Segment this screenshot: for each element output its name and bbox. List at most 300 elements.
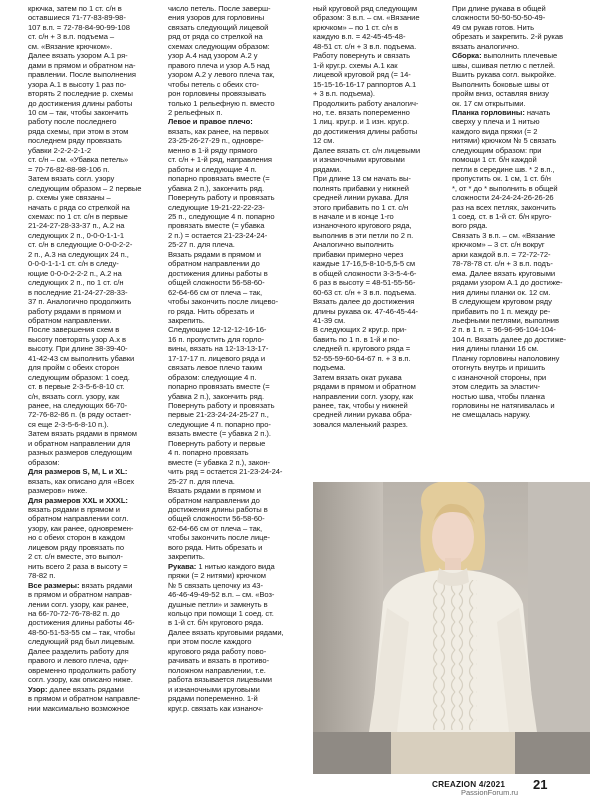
text-span: 78-82 п.: [28, 571, 56, 581]
text-line: [452, 193, 589, 202]
text-line: [168, 420, 308, 429]
text-line: 1-й круг.р. схемы А.1 как: [313, 60, 398, 70]
text-line: [452, 51, 589, 60]
text-line: крючком» – по 1 ст. с/н в: [313, 22, 398, 32]
text-line: ряд от ряда со стрелкой на: [168, 32, 263, 42]
text-line: бавить по 1 п. в 1-й и по-: [313, 334, 400, 344]
text-line: [168, 307, 308, 316]
text-line: [452, 212, 589, 221]
text-line: [452, 307, 589, 316]
text-span: раз на всех петлях, закончить: [452, 202, 556, 212]
text-span: нитями) крючком № 5 связать: [452, 136, 557, 146]
text-line: [168, 325, 308, 334]
text-line: = 70-76-82-88-98-106 п.: [28, 164, 110, 174]
text-line: рядами в прямом и обратном: [313, 382, 416, 392]
text-line: [28, 609, 163, 618]
text-line: 2 п., А.3 на следующих 24 п.,: [28, 249, 129, 259]
text-line: следующих 2 п., 0-0-0-1-1-1: [28, 230, 125, 240]
text-span: вязать рядами: [79, 580, 133, 590]
text-line: В следующих 2 круг.р. при-: [313, 325, 407, 335]
text-line: [168, 562, 308, 571]
text-line: Работу повернуть и связать: [313, 51, 411, 61]
text-span: кольцо при помощи 1 соед. ст.: [168, 609, 274, 618]
text-line: [168, 618, 308, 627]
text-span: рядами попеременно. 1-й: [168, 694, 258, 704]
text-line: [168, 184, 308, 193]
text-line: [28, 675, 163, 684]
text-span: 25 п., следующие 4 п. попарно: [168, 211, 275, 221]
text-line: полнять прибавки у нижней: [313, 183, 409, 193]
page-number: 21: [533, 777, 548, 792]
text-span: 48-50-51-53-55 см – так, чтобы: [28, 627, 135, 637]
text-span: 25-27 п. для плеча.: [168, 476, 235, 486]
text-line: 21-24-27-28-33-37 п., А.2 на: [28, 221, 125, 231]
text-line: 72-76-82-86 п. (в ряду остает-: [28, 410, 132, 420]
text-line: [168, 458, 308, 467]
text-span: вязать вместе (= убавка 2 п.).: [168, 429, 271, 439]
text-line: вязать аналогично.: [452, 41, 520, 51]
text-line: [168, 533, 308, 542]
text-line: [452, 203, 589, 212]
watermark: PassionForum.ru: [461, 788, 519, 797]
text-line: убавки 2-2-2-2-1-2: [28, 145, 92, 155]
text-span: лении согл. узору, как ранее,: [28, 599, 129, 609]
text-line: [452, 401, 589, 410]
text-span: следующие 4 п. попарно про-: [168, 419, 271, 429]
text-line: правого плеча и узор А.5 над: [168, 60, 270, 70]
text-span: рачивать и вязать в противо-: [168, 656, 270, 666]
text-line: ст. с/н – см. «Убавка петель»: [28, 155, 129, 165]
text-line: ранее, на следующих 66-70-: [28, 401, 128, 411]
text-line: [28, 562, 163, 571]
text-line: средней линии рукава обра-: [313, 410, 412, 420]
text-line: этого прибавить по 1 ст. с/н: [313, 202, 409, 212]
text-line: [168, 231, 308, 240]
text-line: [452, 165, 589, 174]
column-4-neckband: [452, 108, 589, 420]
text-line: Далее вязать узором А.1 ря-: [28, 51, 128, 61]
section-heading: Для размеров XXL и XXXL:: [28, 495, 128, 505]
text-line: [168, 477, 308, 486]
text-line: 10 см – так, чтобы закончить: [28, 107, 129, 117]
text-line: выполнив в эти петли по 2 п.: [313, 230, 414, 240]
text-line: ст. в первые 2-3-5-6-8-10 ст.: [28, 382, 125, 392]
text-span: убавка 2 п.), закончить ряд.: [168, 391, 265, 401]
text-line: 12 см.: [313, 136, 335, 146]
text-line: [452, 221, 589, 230]
section-heading: Для размеров S, M, L и XL:: [28, 467, 128, 477]
text-span: помощи 1 ст. б/н каждой: [452, 155, 537, 165]
text-span: В следующем круговом ряду: [452, 297, 552, 307]
text-span: сложности 24-24-24-26-26-26: [452, 193, 554, 203]
text-line: [452, 231, 589, 240]
text-line: [168, 212, 308, 221]
text-line: связать следующий лицевой: [168, 22, 269, 32]
text-span: сверху у плеча и 1 нитью: [452, 117, 540, 127]
text-line: [168, 316, 308, 325]
section-heading: Планка горловины:: [452, 107, 525, 117]
text-span: вязать, как описано для «Всех: [28, 476, 135, 486]
text-span: с изнаночной стороны, при: [452, 372, 547, 382]
column-4-paragraph: [452, 4, 589, 51]
text-line: Затем вязать окат рукава: [313, 372, 402, 382]
text-line: 49 см рукав готов. Нить: [452, 22, 535, 32]
column-2-shoulders: [168, 117, 308, 561]
text-line: каждые 17-16,5-8-10-5,5-5 см: [313, 259, 416, 269]
column-1-all-sizes: [28, 581, 163, 713]
text-line: прибавки примерно через: [313, 249, 404, 259]
text-span: Выполнить боковые швы от: [452, 79, 550, 89]
text-span: Связать 3 в.п. – см. «Вязание: [452, 230, 556, 240]
text-line: [168, 127, 308, 136]
text-line: 41-42-43 см выполнить убавки: [28, 353, 135, 363]
text-line: ряда схемы, при этом в этом: [28, 126, 129, 136]
text-span: провязать вместе (= убавка: [168, 221, 265, 231]
text-span: Вязать рядами в прямом и: [168, 486, 261, 496]
text-line: [168, 392, 308, 401]
text-line: [28, 514, 163, 523]
text-line: [168, 694, 308, 703]
text-line: [28, 704, 163, 713]
text-line: [168, 401, 308, 410]
text-span: арки каждой в.п. = 72-72-72-: [452, 249, 551, 259]
text-span: чтобы закончить после лицево-: [168, 297, 279, 307]
text-column-2: [168, 4, 308, 713]
text-span: общей сложности 56-58-60-: [168, 278, 265, 288]
section-heading: Левое и правое плечо:: [168, 117, 253, 127]
text-line: дами в прямом и обратном на-: [28, 60, 136, 70]
text-span: попарно провязать вместе (=: [168, 382, 270, 392]
magazine-issue: CREAZION 4/2021: [432, 780, 506, 789]
text-span: отогнуть внутрь и пришить: [452, 363, 546, 373]
text-line: [452, 259, 589, 268]
text-line: в последние 21-24-27-28-33-: [28, 287, 128, 297]
text-span: Вшить рукава согл. выкройке.: [452, 70, 557, 80]
text-line: [168, 259, 308, 268]
text-span: но с обеих сторон в каждом: [28, 533, 125, 543]
text-line: [168, 354, 308, 363]
text-line: зовался маленький разрез.: [313, 419, 408, 429]
text-line: следующим образом: 1 соед.: [28, 372, 130, 382]
text-line: схемах: по 1 ст. с/н в первые: [28, 211, 128, 221]
text-line: следующих 2 п., по 1 ст. с/н: [28, 278, 124, 288]
text-line: [168, 448, 308, 457]
text-span: 4 п. попарно провязать: [168, 448, 249, 458]
text-span: следующие 19-21-22-22-23-: [168, 202, 265, 212]
text-line: [168, 165, 308, 174]
text-line: [168, 543, 308, 552]
text-line: [168, 410, 308, 419]
text-line: [28, 647, 163, 656]
text-line: [168, 136, 308, 145]
text-line: [168, 496, 308, 505]
text-span: достижения длины работы в: [168, 268, 268, 278]
text-span: обратном направлении согл.: [28, 514, 129, 524]
text-line: [168, 571, 308, 580]
text-span: 78-78-78 ст. с/н + 3 в.п. подъ-: [452, 259, 553, 269]
text-line: [452, 99, 589, 108]
text-line: [28, 694, 163, 703]
text-line: [168, 344, 308, 353]
text-line: 48-51 ст. с/н + 3 в.п. подъема.: [313, 41, 417, 51]
text-line: [28, 496, 163, 505]
text-line: 37 п. Аналогично продолжить: [28, 297, 132, 307]
text-line: [168, 221, 308, 230]
text-line: [452, 278, 589, 287]
text-line: Далее вязать ст. с/н лицевыми: [313, 145, 421, 155]
text-line: 60-63 ст. с/н + 3 в.п. подъема.: [313, 287, 417, 297]
text-line: [168, 609, 308, 618]
text-line: образом: 3 в.п. – см. «Вязание: [313, 13, 420, 23]
text-line: ющие 0-0-0-2-2-2 п., А.2 на: [28, 268, 122, 278]
text-line: [28, 637, 163, 646]
text-span: Следующие 12-12-12-16-16-: [168, 325, 267, 335]
text-span: первые 21-23-24-24-25-27 п.,: [168, 410, 269, 420]
text-line: [28, 618, 163, 627]
text-line: [28, 590, 163, 599]
text-span: и изнаночными круговыми: [168, 684, 260, 694]
text-line: [168, 486, 308, 495]
text-column-3: [313, 4, 446, 429]
text-line: 52-55-59-60-64-67 п. + 3 в.п.: [313, 353, 411, 363]
text-line: [452, 363, 589, 372]
text-line: [28, 543, 163, 552]
text-span: в 1-й ст. б/н кругового ряда.: [168, 618, 264, 628]
column-3-paragraph: [313, 4, 446, 429]
text-line: После завершения схем в: [28, 325, 120, 335]
text-line: следней п. кругового ряда =: [313, 344, 411, 354]
text-line: [452, 373, 589, 382]
text-span: этом следить за эластич-: [452, 382, 541, 392]
text-span: вого ряда.: [452, 221, 488, 231]
text-line: [28, 628, 163, 637]
text-span: швы, сшивая петлю с петлей.: [452, 60, 555, 70]
text-span: пропустить ок. 1 см, 1 ст. б/н: [452, 174, 551, 184]
text-line: [168, 297, 308, 306]
text-span: на 66-70-72-76-78-82 п. до: [28, 609, 120, 618]
text-span: нить всего 2 раза в высоту =: [28, 561, 128, 571]
text-span: закрепить.: [168, 315, 205, 325]
text-line: рядами.: [313, 164, 342, 174]
text-line: правлении. После выполнения: [28, 70, 136, 80]
text-line: 41-39 см.: [313, 315, 346, 325]
text-line: [168, 117, 308, 126]
text-span: ния длины планки 16 см.: [452, 344, 539, 354]
text-line: [168, 155, 308, 164]
text-span: 16 п. пропустить для горло-: [168, 334, 265, 344]
text-span: правого и левого плеча, одн-: [28, 656, 129, 666]
text-line: [168, 373, 308, 382]
text-line: [168, 193, 308, 202]
text-line: образом:: [28, 457, 60, 467]
text-line: [452, 344, 589, 353]
text-line: [28, 533, 163, 542]
text-line: [168, 240, 308, 249]
text-span: крючком» – 3 ст. с/н вокруг: [452, 240, 545, 250]
text-column-1: [28, 4, 163, 713]
text-line: [168, 647, 308, 656]
text-span: обратном направлении до: [168, 495, 260, 505]
text-line: ения узоров для горловины: [168, 13, 265, 23]
text-line: рон горловины провязывать: [168, 89, 267, 99]
text-line: [168, 704, 308, 713]
text-line: узора А.1 в высоту 1 раз по-: [28, 79, 127, 89]
section-heading: Все размеры:: [28, 580, 80, 590]
text-line: [168, 581, 308, 590]
column-2-paragraph: [168, 4, 308, 117]
text-line: 15-15-16-16-17 раппортов А.1: [313, 79, 417, 89]
text-line: [168, 637, 308, 646]
text-line: [452, 117, 589, 126]
model-photo-illustration: [313, 482, 590, 774]
text-line: [452, 269, 589, 278]
text-line: в начале и в конце 1-го: [313, 211, 394, 221]
text-line: + 3 в.п. подъема).: [313, 89, 375, 99]
text-line: [28, 600, 163, 609]
text-line: [168, 524, 308, 533]
text-span: попарно провязать вместе (=: [168, 174, 270, 184]
text-line: [28, 571, 163, 580]
text-span: петли в середине шв. * 2 в.п.,: [452, 164, 555, 174]
text-span: убавка 2 п.), закончить ряд.: [168, 183, 265, 193]
text-span: вязать, как ранее, на первых: [168, 126, 269, 136]
text-line: [168, 174, 308, 183]
text-span: вины, вязать на 12-13-13-17-: [168, 344, 269, 354]
text-line: [28, 666, 163, 675]
text-span: горловины не натягивалась и: [452, 401, 555, 411]
text-line: 1 лиц. круг.р. и 1 изн. круг.р.: [313, 117, 410, 127]
text-span: чить ряд = остается 21-23-24-24-: [168, 467, 283, 477]
text-span: каждого вида пряжи (= 2: [452, 126, 538, 136]
text-span: Повернуть работу и провязать: [168, 193, 275, 203]
text-span: 2 п.) = остается 21-23-24-24-: [168, 230, 268, 240]
text-line: [452, 325, 589, 334]
text-span: 62-64-66 см от плеча – так,: [168, 523, 263, 533]
text-span: 17-17-17 п. лицевого ряда и: [168, 353, 266, 363]
text-line: [28, 552, 163, 561]
text-line: крючка, затем по 1 ст. с/н в: [28, 4, 122, 13]
text-span: при этом после каждого: [168, 637, 252, 647]
model-photo: [313, 482, 590, 774]
text-line: сложности 50-50-50-50-49-: [452, 13, 546, 23]
text-span: Далее разделить работу для: [28, 646, 129, 656]
text-span: круг.р. связать как изнаноч-: [168, 703, 264, 713]
text-span: менно в 1-й ряду прямого: [168, 145, 258, 155]
text-span: вого ряда. Нить обрезать и: [168, 542, 263, 552]
text-span: 1 нитью каждого вида: [196, 561, 275, 571]
text-line: [168, 146, 308, 155]
text-line: [168, 288, 308, 297]
text-span: выполнить плечевые: [481, 51, 558, 61]
text-line: [452, 382, 589, 391]
text-line: оставшиеся 71-77-83-89-98-: [28, 13, 126, 23]
text-span: 46-46-49-49-52 в.п. – см. «Воз-: [168, 590, 275, 600]
column-2-sleeves: [168, 562, 308, 713]
section-heading: Узор:: [28, 684, 48, 694]
text-line: [28, 486, 163, 495]
text-line: Продолжить работу аналогич-: [313, 98, 419, 108]
text-span: го ряда. Нить обрезать и: [168, 306, 255, 316]
text-span: 23-25-26-27-29 п., одновре-: [168, 136, 264, 146]
text-span: следующий ряд был лицевым.: [28, 637, 135, 647]
column-4-assembly: [452, 51, 589, 108]
text-line: [168, 666, 308, 675]
text-line: [168, 429, 308, 438]
text-line: [28, 581, 163, 590]
text-span: чтобы закончить после лице-: [168, 533, 270, 543]
text-span: кругового ряда работу пово-: [168, 646, 267, 656]
text-line: [452, 127, 589, 136]
text-line: [168, 505, 308, 514]
text-line: [452, 316, 589, 325]
text-line: чтобы петель с обеих сто-: [168, 79, 259, 89]
text-line: [168, 278, 308, 287]
text-line: но, т.е. вязать попеременно: [313, 107, 410, 117]
text-line: [28, 524, 163, 533]
text-line: узор А.4 над узором А.2 у: [168, 51, 258, 61]
text-span: достижения длины работы в: [168, 505, 268, 515]
text-line: 6 раз в высоту = 48-51-55-56-: [313, 278, 416, 288]
text-span: лицевом ряду провязать по: [28, 542, 125, 552]
text-span: 62-64-66 см от плеча – так,: [168, 287, 263, 297]
text-line: Вязать далее до достижения: [313, 297, 415, 307]
text-line: [168, 600, 308, 609]
text-line: [168, 514, 308, 523]
section-heading: Сборка:: [452, 51, 482, 61]
text-span: обратном направлении до: [168, 259, 260, 269]
text-line: Затем вязать рядами в прямом: [28, 429, 137, 439]
text-line: [452, 108, 589, 117]
text-line: разных размеров следующим: [28, 448, 132, 458]
text-line: [28, 467, 163, 476]
text-span: вместе (= убавка 2 п.), закон-: [168, 457, 270, 467]
text-span: работа вязывается лицевыми: [168, 675, 272, 685]
text-line: в общей сложности 3-3-5-4-6-: [313, 268, 417, 278]
text-line: лицевой круговой ряд (= 14-: [313, 70, 411, 80]
text-span: ок. 17 см открытыми.: [452, 98, 526, 108]
text-line: [452, 240, 589, 249]
text-span: рядами узором А.1 до достиже-: [452, 278, 563, 288]
text-span: пряжи (= 2 нитями) крючком: [168, 571, 266, 581]
text-span: 25-27 п. для плеча.: [168, 240, 235, 250]
text-line: узором А.2 у левого плеча так,: [168, 70, 275, 80]
text-span: в прямом и обратном направле-: [28, 694, 141, 704]
text-span: закрепить.: [168, 552, 205, 562]
text-line: [452, 70, 589, 79]
text-line: каждую в.п. = 42-45-45-48-: [313, 32, 406, 42]
text-span: вязать рядами в прямом и: [28, 505, 120, 515]
text-line: обратном направлении.: [28, 315, 112, 325]
text-line: подъема.: [313, 363, 346, 373]
text-line: [168, 675, 308, 684]
text-span: размеров» ниже.: [28, 486, 88, 496]
text-line: [28, 656, 163, 665]
text-span: согл. узору, как описано ниже.: [28, 675, 133, 685]
text-line: см. «Вязание крючком».: [28, 41, 113, 51]
text-line: и изнаночными круговыми: [313, 155, 405, 165]
text-line: работу рядами в прямом и: [28, 306, 122, 316]
text-span: нии максимально возможное: [28, 703, 130, 713]
text-line: средней линии рукава. Для: [313, 193, 409, 203]
text-line: [452, 297, 589, 306]
text-line: и обратном направлении для: [28, 438, 131, 448]
text-line: вторять 2 последние р. схемы: [28, 89, 133, 99]
text-span: 1 соед. ст. в 1-й ст. б/н круго-: [452, 211, 552, 221]
column-1-sizes: [28, 467, 163, 580]
text-line: число петель. После заверш-: [168, 4, 271, 13]
text-line: ся еще 2-3-5-6-8-10 п.).: [28, 419, 109, 429]
text-line: Аналогично выполнить: [313, 240, 394, 250]
